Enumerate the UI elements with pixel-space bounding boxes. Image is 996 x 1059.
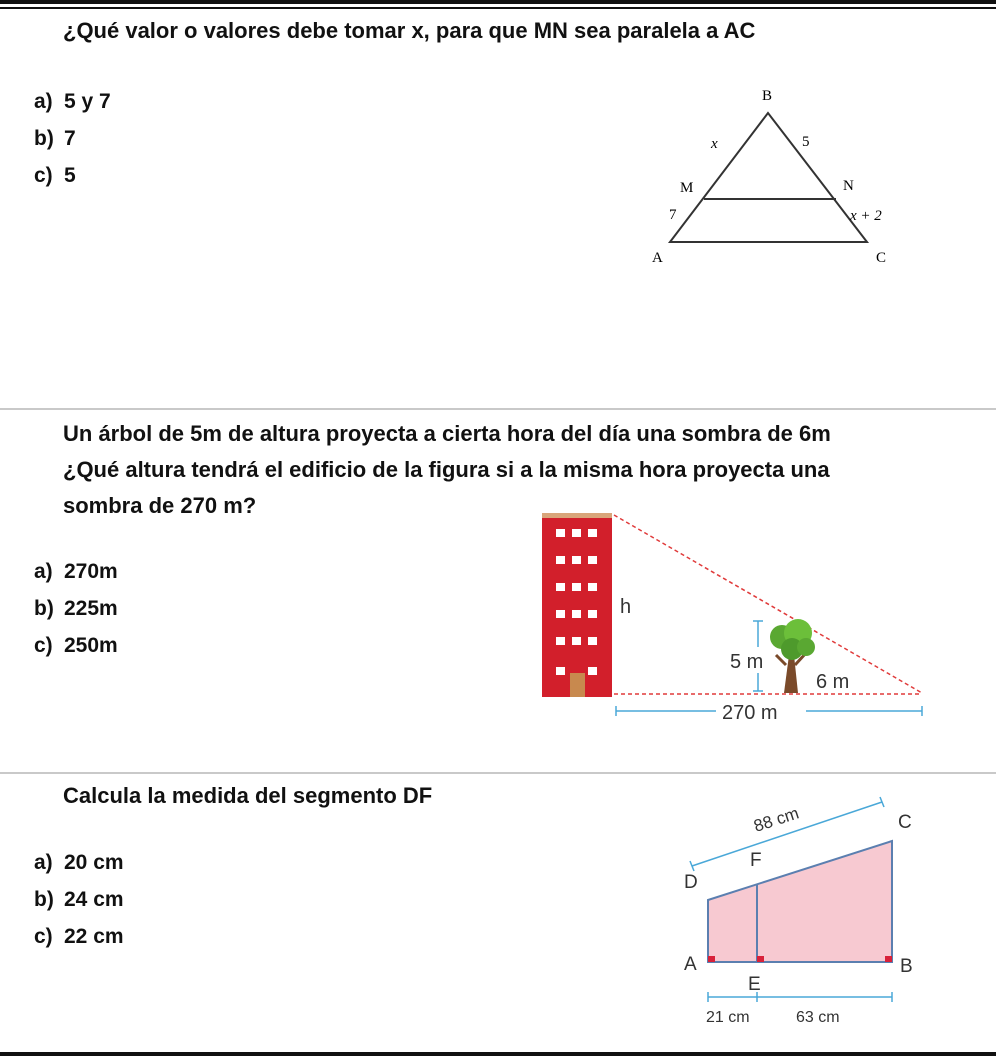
label-f: F xyxy=(750,850,762,871)
option-a[interactable] xyxy=(34,560,118,597)
trapezoid-figure xyxy=(670,790,930,1040)
question-3-options xyxy=(34,851,124,962)
option-b[interactable] xyxy=(34,597,118,634)
option-letter: a) xyxy=(34,90,53,113)
option-text: 22 cm xyxy=(64,925,124,948)
label-x: x xyxy=(711,136,718,152)
option-letter: c) xyxy=(34,925,53,948)
option-letter: c) xyxy=(34,634,53,657)
tree-trunk xyxy=(784,655,798,693)
option-c[interactable] xyxy=(34,925,124,962)
triangle-figure xyxy=(630,80,920,280)
label-dc-length: 88 cm xyxy=(751,803,802,836)
label-h: h xyxy=(620,596,632,618)
question-1-options xyxy=(34,90,111,201)
option-letter: a) xyxy=(34,560,53,583)
right-angle-b xyxy=(885,956,892,962)
label-e: E xyxy=(748,974,761,995)
label-ae-length: 21 cm xyxy=(706,1009,750,1026)
option-text: 20 cm xyxy=(64,851,124,874)
building xyxy=(542,515,612,697)
option-text: 250m xyxy=(64,634,118,657)
right-angle-a xyxy=(708,956,715,962)
option-b[interactable] xyxy=(34,888,124,925)
trapezoid-abcd xyxy=(708,841,892,962)
option-letter: a) xyxy=(34,851,53,874)
label-b: B xyxy=(900,956,913,977)
label-tree-shadow: 6 m xyxy=(816,671,850,693)
tree-foliage xyxy=(797,638,815,656)
option-a[interactable] xyxy=(34,851,124,888)
question-2-line-3: sombra de 270 m? xyxy=(63,493,257,518)
option-letter: c) xyxy=(34,164,53,187)
option-text: 7 xyxy=(64,127,76,150)
option-c[interactable] xyxy=(34,164,111,201)
shadow-figure xyxy=(530,505,940,745)
option-text: 5 y 7 xyxy=(64,90,111,113)
option-text: 24 cm xyxy=(64,888,124,911)
label-building-shadow: 270 m xyxy=(722,702,778,724)
option-letter: b) xyxy=(34,597,54,620)
option-letter: b) xyxy=(34,888,54,911)
question-2-options xyxy=(34,560,118,671)
label-c: C xyxy=(876,250,887,266)
question-1-text: ¿Qué valor o valores debe tomar x, para que MN sea paralela a AC xyxy=(63,18,756,43)
option-text: 5 xyxy=(64,164,76,187)
option-c[interactable] xyxy=(34,634,118,671)
triangle-abc xyxy=(670,113,867,242)
option-text: 270m xyxy=(64,560,118,583)
label-tree-height: 5 m xyxy=(730,651,764,673)
label-x-plus-2: x + 2 xyxy=(850,208,882,224)
label-7: 7 xyxy=(669,207,677,223)
question-2-line-1: Un árbol de 5m de altura proyecta a cierta hora del día una sombra de 6m xyxy=(63,421,831,446)
right-angle-e xyxy=(757,956,764,962)
building-door xyxy=(570,673,585,697)
label-n: N xyxy=(843,178,854,194)
building-roof xyxy=(542,513,612,518)
label-c: C xyxy=(898,812,912,833)
label-b: B xyxy=(762,88,773,104)
label-a: A xyxy=(684,954,697,975)
question-3-text: Calcula la medida del segmento DF xyxy=(63,783,433,808)
question-3 xyxy=(0,774,996,1052)
option-a[interactable] xyxy=(34,90,111,127)
question-2 xyxy=(0,410,996,772)
option-letter: b) xyxy=(34,127,54,150)
bottom-border xyxy=(0,1052,996,1056)
label-d: D xyxy=(684,872,698,893)
label-m: M xyxy=(680,180,694,196)
label-eb-length: 63 cm xyxy=(796,1009,840,1026)
question-1 xyxy=(0,0,996,408)
label-5: 5 xyxy=(802,134,810,150)
option-text: 225m xyxy=(64,597,118,620)
question-2-line-2: ¿Qué altura tendrá el edificio de la figura si a la misma hora proyecta una xyxy=(63,457,830,482)
label-a: A xyxy=(652,250,663,266)
option-b[interactable] xyxy=(34,127,111,164)
